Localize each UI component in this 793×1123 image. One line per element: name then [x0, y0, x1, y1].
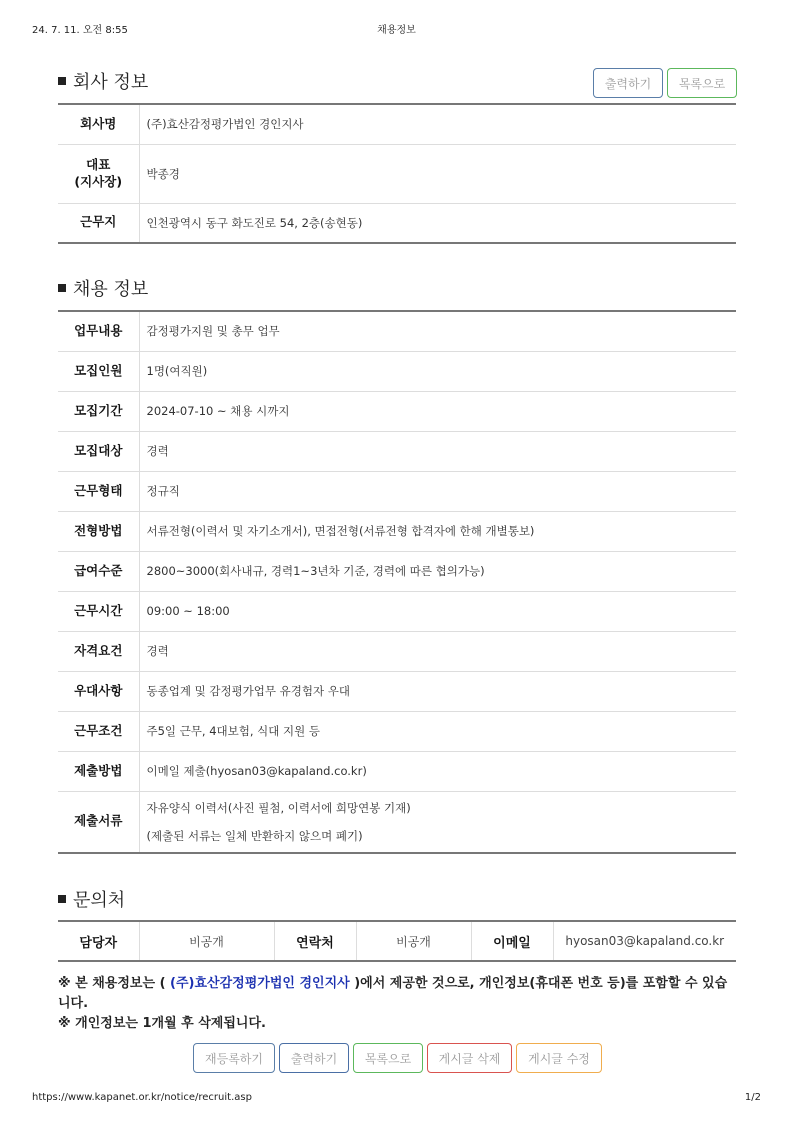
list-button[interactable]: 목록으로	[353, 1043, 423, 1073]
delete-post-button[interactable]: 게시글 삭제	[427, 1043, 512, 1073]
company-section-title: 회사 정보	[58, 68, 148, 94]
table-row	[58, 431, 736, 471]
recruit-section-title: 채용 정보	[58, 275, 148, 301]
square-bullet-icon	[58, 895, 66, 903]
table-row	[58, 471, 736, 511]
page-number: 1/2	[744, 1092, 761, 1103]
manager-label: 담당자	[58, 921, 139, 961]
row-value: 감정평가지원 및 총무 업무	[139, 311, 736, 351]
row-label: 회사명	[58, 104, 139, 144]
table-row	[58, 591, 736, 631]
print-button[interactable]: 출력하기	[593, 68, 663, 98]
row-value: 1명(여직원)	[139, 351, 736, 391]
print-title: 채용정보	[377, 25, 416, 36]
label-line-1: 대표	[86, 156, 111, 172]
row-label: 급여수준	[58, 551, 139, 591]
notice-company-name: (주)효산감정평가법인 경인지사	[170, 976, 350, 991]
documents-line-2: (제출된 서류는 일체 반환하지 않으며 폐기)	[146, 828, 363, 843]
documents-line-1: 자유양식 이력서(사진 필첨, 이력서에 희망연봉 기재)	[146, 800, 411, 815]
row-label	[58, 144, 139, 203]
phone-value: 비공개	[356, 921, 471, 961]
row-value: 2024-07-10 ~ 채용 시까지	[139, 391, 736, 431]
row-value: 2800~3000(회사내규, 경력1~3년차 기준, 경력에 따른 협의가능)	[139, 551, 736, 591]
row-value: 이메일 제출(hyosan03@kapaland.co.kr)	[139, 751, 736, 791]
square-bullet-icon	[58, 77, 66, 85]
company-info-table	[58, 103, 736, 244]
row-value: 주5일 근무, 4대보험, 식대 지원 등	[139, 711, 736, 751]
page-url: https://www.kapanet.or.kr/notice/recruit.asp	[32, 1092, 252, 1103]
row-value: (주)효산감정평가법인 경인지사	[139, 104, 736, 144]
notice-line-2: ※ 개인정보는 1개월 후 삭제됩니다.	[58, 1016, 266, 1031]
contact-table	[58, 920, 736, 962]
row-value: 경력	[139, 631, 736, 671]
table-row	[58, 791, 736, 853]
row-value: 동종업계 및 감정평가업무 유경험자 우대	[139, 671, 736, 711]
row-label: 제출서류	[58, 791, 139, 853]
bottom-button-group	[193, 1043, 602, 1073]
row-label: 우대사항	[58, 671, 139, 711]
row-value: 경력	[139, 431, 736, 471]
row-label: 모집대상	[58, 431, 139, 471]
edit-post-button[interactable]: 게시글 수정	[516, 1043, 602, 1073]
label-line-2: (지사장)	[74, 173, 123, 189]
recruit-info-table	[58, 310, 736, 854]
table-row	[58, 711, 736, 751]
table-row	[58, 671, 736, 711]
table-row	[58, 921, 736, 961]
row-label: 모집기간	[58, 391, 139, 431]
table-row	[58, 751, 736, 791]
table-row	[58, 551, 736, 591]
row-value: 인천광역시 동구 화도진로 54, 2층(송현동)	[146, 215, 363, 230]
phone-label: 연락처	[274, 921, 356, 961]
notice-line-1: ※ 본 채용정보는 ( (주)효산감정평가법인 경인지사 )에서 제공한 것으로, 개인정보(휴대폰 번호 등)를 포함할 수 있습니다.	[58, 976, 728, 1011]
row-label: 전형방법	[58, 511, 139, 551]
row-label: 모집인원	[58, 351, 139, 391]
row-value	[139, 791, 736, 853]
row-value: 09:00 ~ 18:00	[139, 591, 736, 631]
row-value: 서류전형(이력서 및 자기소개서), 면접전형(서류전형 합격자에 한해 개별통보)	[139, 511, 736, 551]
row-label: 업무내용	[58, 311, 139, 351]
table-row	[58, 104, 736, 144]
table-row	[58, 311, 736, 351]
print-date: 24. 7. 11. 오전 8:55	[32, 25, 128, 36]
top-button-group	[593, 68, 737, 98]
row-value: 박종경	[139, 144, 736, 203]
print-footer	[32, 1092, 761, 1106]
email-value: hyosan03@kapaland.co.kr	[565, 934, 725, 948]
print-button[interactable]: 출력하기	[279, 1043, 349, 1073]
table-row	[58, 351, 736, 391]
manager-value: 비공개	[139, 921, 274, 961]
print-header	[32, 21, 761, 35]
row-label: 자격요건	[58, 631, 139, 671]
table-row	[58, 391, 736, 431]
row-label: 근무조건	[58, 711, 139, 751]
square-bullet-icon	[58, 284, 66, 292]
row-label: 근무시간	[58, 591, 139, 631]
table-row	[58, 203, 736, 243]
list-button[interactable]: 목록으로	[667, 68, 737, 98]
row-value: 정규직	[139, 471, 736, 511]
table-row	[58, 631, 736, 671]
email-label: 이메일	[471, 921, 553, 961]
row-label: 제출방법	[58, 751, 139, 791]
table-row	[58, 511, 736, 551]
contact-section-title: 문의처	[58, 886, 125, 912]
row-label: 근무형태	[58, 471, 139, 511]
reregister-button[interactable]: 재등록하기	[193, 1043, 275, 1073]
table-row	[58, 144, 736, 203]
privacy-notice	[58, 974, 738, 1034]
row-label: 근무지	[58, 203, 139, 243]
